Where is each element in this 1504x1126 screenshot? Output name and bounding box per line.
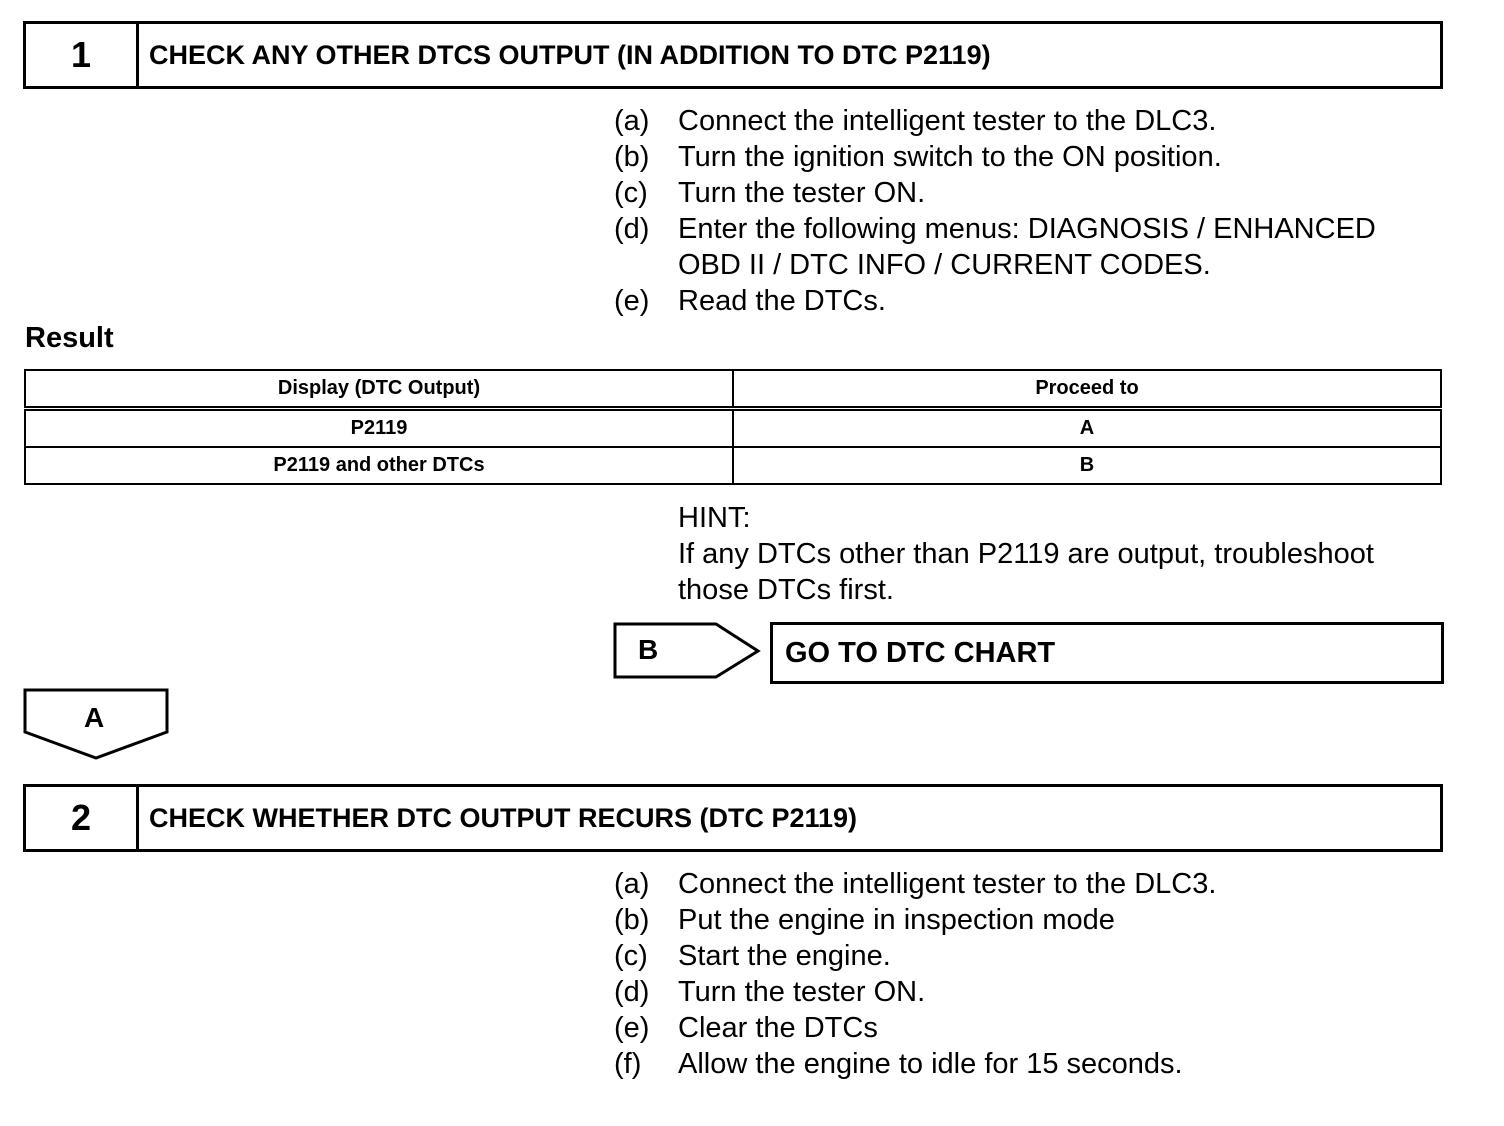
step-1-title: CHECK ANY OTHER DTCS OUTPUT (IN ADDITION TO DTC P2119) — [149, 39, 991, 70]
instruction-label: (c) — [614, 940, 648, 972]
step-2-instructions — [614, 866, 1438, 1082]
instruction-label: (e) — [614, 285, 650, 317]
instruction-item — [614, 866, 1438, 902]
goto-dtc-chart-box — [770, 622, 1444, 684]
instruction-text: Turn the tester ON. — [678, 177, 926, 209]
instruction-text: Put the engine in inspection mode — [678, 904, 1115, 936]
result-table — [24, 369, 1442, 485]
table-cell: P2119 — [25, 409, 733, 448]
step-2-header — [23, 784, 1443, 852]
table-cell: B — [733, 447, 1441, 484]
instruction-label: (c) — [614, 177, 648, 209]
instruction-text: Turn the ignition switch to the ON position. — [678, 141, 1222, 173]
instruction-item — [614, 1010, 1438, 1046]
table-cell: P2119 and other DTCs — [25, 447, 733, 484]
table-header-row — [25, 370, 1441, 409]
step-2-title: CHECK WHETHER DTC OUTPUT RECURS (DTC P2119) — [149, 802, 858, 833]
instruction-item — [614, 103, 1438, 139]
result-heading: Result — [25, 322, 114, 354]
instruction-text: Connect the intelligent tester to the DLC3. — [678, 868, 1217, 900]
instruction-item — [614, 283, 1438, 319]
branch-b-arrow-icon — [613, 622, 763, 680]
column-header-proceed: Proceed to — [733, 370, 1441, 409]
hint-text: If any DTCs other than P2119 are output, troubleshoot those DTCs first. — [678, 538, 1374, 606]
instruction-item — [614, 974, 1438, 1010]
instruction-text: Connect the intelligent tester to the DLC3. — [678, 105, 1217, 137]
step-1-number: 1 — [26, 24, 139, 86]
goto-dtc-chart-text: GO TO DTC CHART — [785, 636, 1056, 669]
instruction-text: Start the engine. — [678, 940, 891, 972]
instruction-label: (e) — [614, 1012, 650, 1044]
instruction-label: (a) — [614, 105, 650, 137]
table-row — [25, 447, 1441, 484]
hint-block — [678, 500, 1438, 608]
branch-b-label: B — [638, 634, 659, 665]
instruction-text: Turn the tester ON. — [678, 976, 926, 1008]
column-header-display: Display (DTC Output) — [25, 370, 733, 409]
step-1-header — [23, 21, 1443, 89]
instruction-label: (d) — [614, 976, 650, 1008]
instruction-text: Enter the following menus: DIAGNOSIS / ENHANCED OBD II / DTC INFO / CURRENT CODES. — [678, 213, 1376, 281]
step-2-number: 2 — [26, 787, 139, 849]
step-1-instructions — [614, 103, 1438, 319]
instruction-label: (b) — [614, 141, 650, 173]
instruction-text: Read the DTCs. — [678, 285, 886, 317]
instruction-label: (d) — [614, 213, 650, 245]
instruction-item — [614, 175, 1438, 211]
instruction-text: Allow the engine to idle for 15 seconds. — [678, 1048, 1183, 1080]
branch-a-label: A — [84, 702, 105, 733]
hint-label: HINT: — [678, 502, 751, 534]
table-row — [25, 409, 1441, 448]
instruction-label: (b) — [614, 904, 650, 936]
instruction-item — [614, 938, 1438, 974]
instruction-text: Clear the DTCs — [678, 1012, 878, 1044]
instruction-label: (a) — [614, 868, 650, 900]
instruction-item — [614, 1046, 1438, 1082]
table-cell: A — [733, 409, 1441, 448]
instruction-item — [614, 902, 1438, 938]
instruction-item — [614, 211, 1438, 283]
instruction-item — [614, 139, 1438, 175]
instruction-label: (f) — [614, 1048, 642, 1080]
